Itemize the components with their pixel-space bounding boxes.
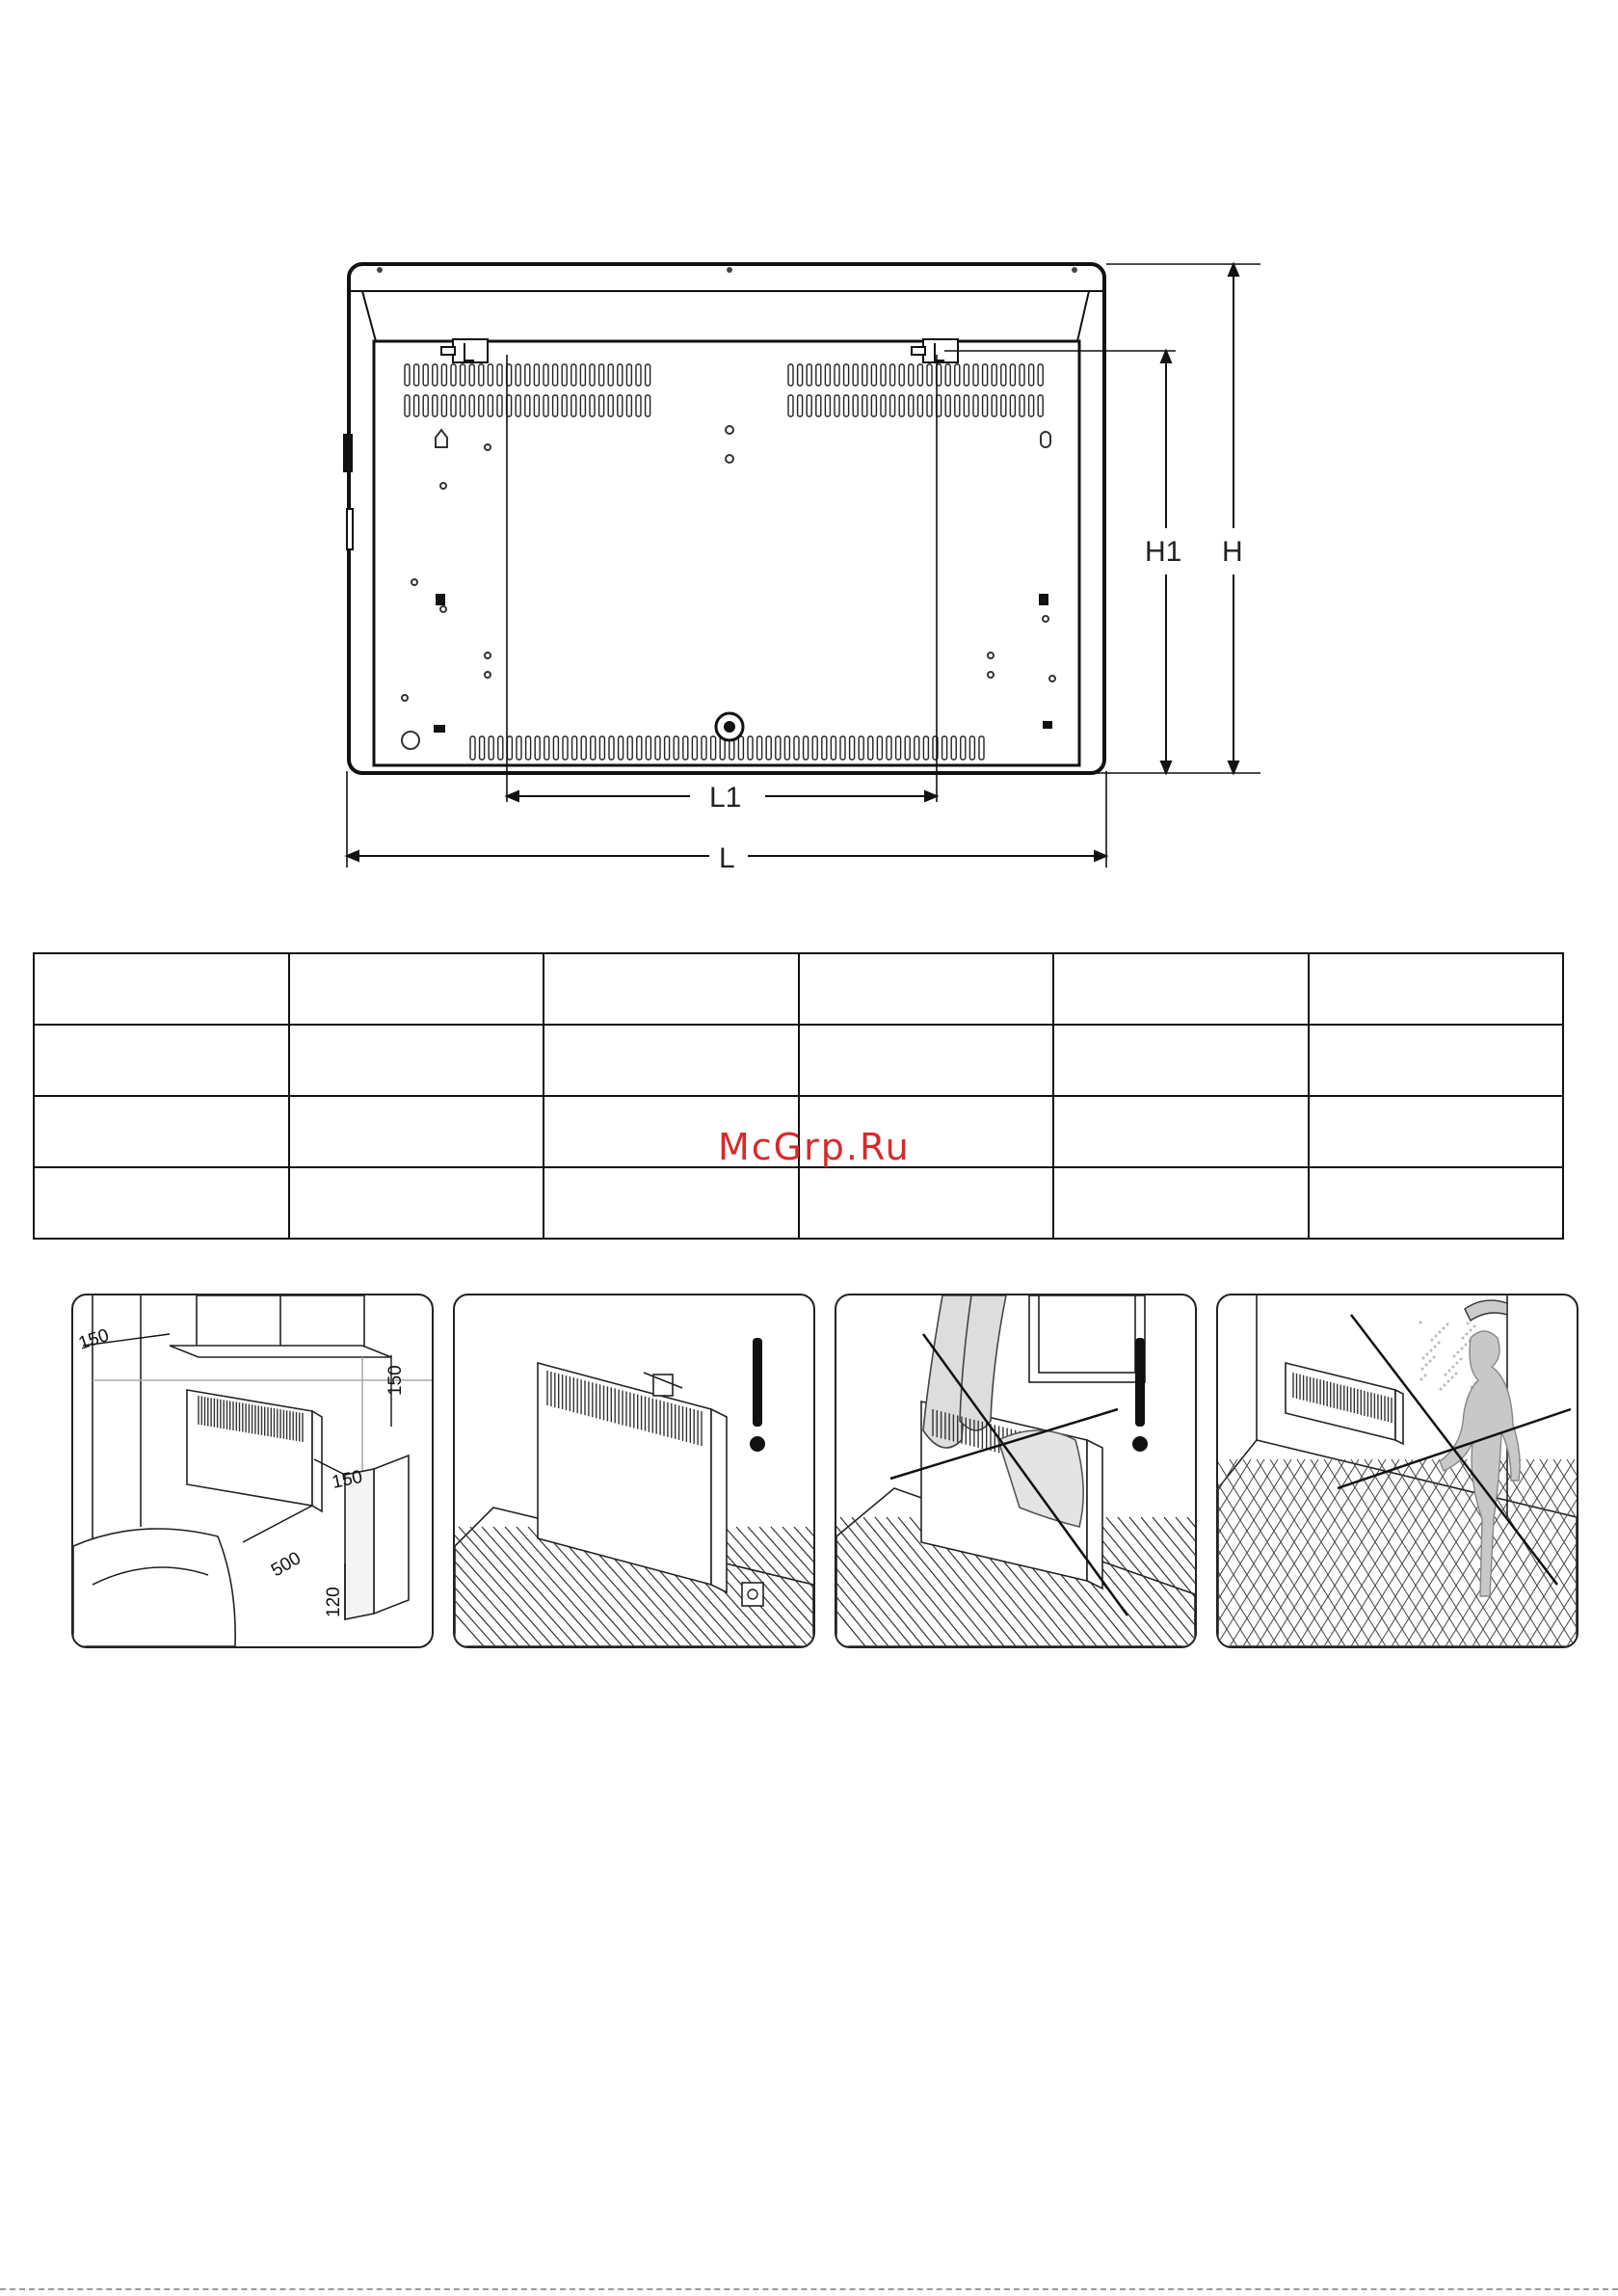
- spec-cell: [799, 1025, 1054, 1096]
- spec-cell: [799, 953, 1054, 1025]
- spec-row: [34, 1025, 1563, 1096]
- h-dimension: [1229, 264, 1238, 773]
- spec-cell: [1053, 1096, 1309, 1167]
- spec-table: [33, 952, 1564, 1240]
- spec-cell: [34, 1096, 289, 1167]
- spec-cell: [1309, 1096, 1564, 1167]
- spec-cell: [1309, 1167, 1564, 1239]
- dim-h1-label: H1: [1145, 536, 1182, 568]
- spec-cell: [1309, 953, 1564, 1025]
- clearance-front: 500: [268, 1548, 305, 1582]
- spec-cell: [544, 1167, 799, 1239]
- page-bottom-rule: [0, 2288, 1618, 2290]
- spec-cell: [1053, 1167, 1309, 1239]
- panel-curtain-warning: [835, 1294, 1197, 1648]
- spec-cell: [1053, 1025, 1309, 1096]
- heater-back-view-diagram: [328, 251, 1272, 877]
- spec-cell: [799, 1167, 1054, 1239]
- spec-row: [34, 1167, 1563, 1239]
- spec-cell: [34, 953, 289, 1025]
- watermark: McGrp.Ru: [718, 1126, 911, 1168]
- dim-l-label: L: [719, 842, 735, 874]
- spec-cell: [1309, 1025, 1564, 1096]
- clearance-top-right: 150: [385, 1365, 406, 1396]
- spec-row: [34, 953, 1563, 1025]
- panel-shower-warning: [1216, 1294, 1578, 1648]
- panel-socket-warning: [453, 1294, 815, 1648]
- panel-clearances: [71, 1294, 434, 1648]
- spec-cell: [544, 1025, 799, 1096]
- spec-cell: [1053, 953, 1309, 1025]
- clearance-top-left: 150: [76, 1324, 112, 1354]
- spec-cell: [289, 953, 544, 1025]
- dim-l1-label: L1: [709, 782, 742, 814]
- dim-h-label: H: [1222, 536, 1243, 568]
- spec-cell: [34, 1025, 289, 1096]
- exclamation-icon: [750, 1338, 765, 1452]
- spec-cell: [544, 953, 799, 1025]
- spec-cell: [289, 1096, 544, 1167]
- clearance-floor: 120: [324, 1587, 344, 1617]
- clearance-side: 150: [330, 1466, 365, 1493]
- spec-cell: [34, 1167, 289, 1239]
- spec-cell: [289, 1025, 544, 1096]
- spec-cell: [289, 1167, 544, 1239]
